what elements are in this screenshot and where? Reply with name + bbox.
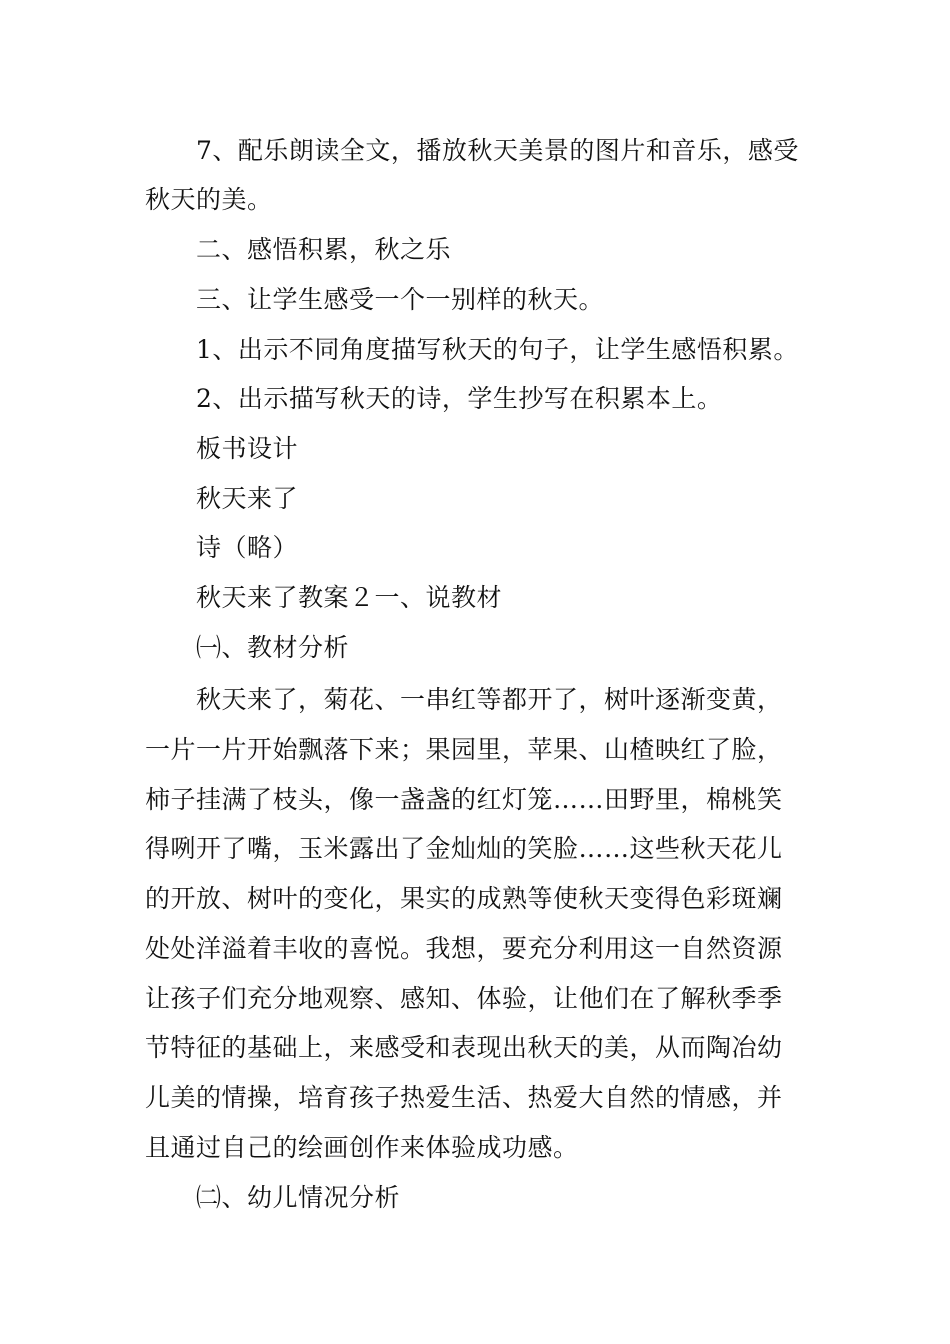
section-heading: 二、感悟积累，秋之乐 [196,235,452,264]
paragraph-line: 的开放、树叶的变化，果实的成熟等使秋天变得色彩斑斓 [145,884,783,913]
text-line: 秋天的美。 [145,185,273,214]
paragraph-line: 让孩子们充分地观察、感知、体验，让他们在了解秋季季 [145,984,783,1013]
subsection-heading: ㈠、教材分析 [196,633,350,662]
paragraph-line: 儿美的情操，培育孩子热爱生活、热爱大自然的情感，并 [145,1083,783,1112]
text-line: 7、配乐朗读全文，播放秋天美景的图片和音乐，感受 [196,136,799,165]
paragraph-line: 处处洋溢着丰收的喜悦。我想，要充分利用这一自然资源 [145,934,783,963]
subsection-heading: ㈡、幼儿情况分析 [196,1183,401,1212]
text-line: 2、出示描写秋天的诗，学生抄写在积累本上。 [196,384,723,413]
paragraph-line: 且通过自己的绘画创作来体验成功感。 [145,1133,579,1162]
paragraph-line: 柿子挂满了枝头，像一盏盏的红灯笼……田野里，棉桃笑 [145,785,783,814]
lesson-plan-heading: 秋天来了教案２一、说教材 [196,583,503,612]
paragraph-line: 一片一片开始飘落下来；果园里，苹果、山楂映红了脸， [145,735,783,764]
section-heading: 三、让学生感受一个一别样的秋天。 [196,285,605,314]
board-title: 秋天来了 [196,484,299,513]
text-line: 1、出示不同角度描写秋天的句子，让学生感悟积累。 [196,335,799,364]
paragraph-line: 得咧开了嘴，玉米露出了金灿灿的笑脸……这些秋天花儿 [145,834,783,863]
paragraph-line: 节特征的基础上，来感受和表现出秋天的美，从而陶冶幼 [145,1033,783,1062]
board-design-heading: 板书设计 [196,434,299,463]
paragraph-line: 秋天来了，菊花、一串红等都开了，树叶逐渐变黄， [196,685,783,714]
board-poem: 诗（略） [196,533,299,562]
